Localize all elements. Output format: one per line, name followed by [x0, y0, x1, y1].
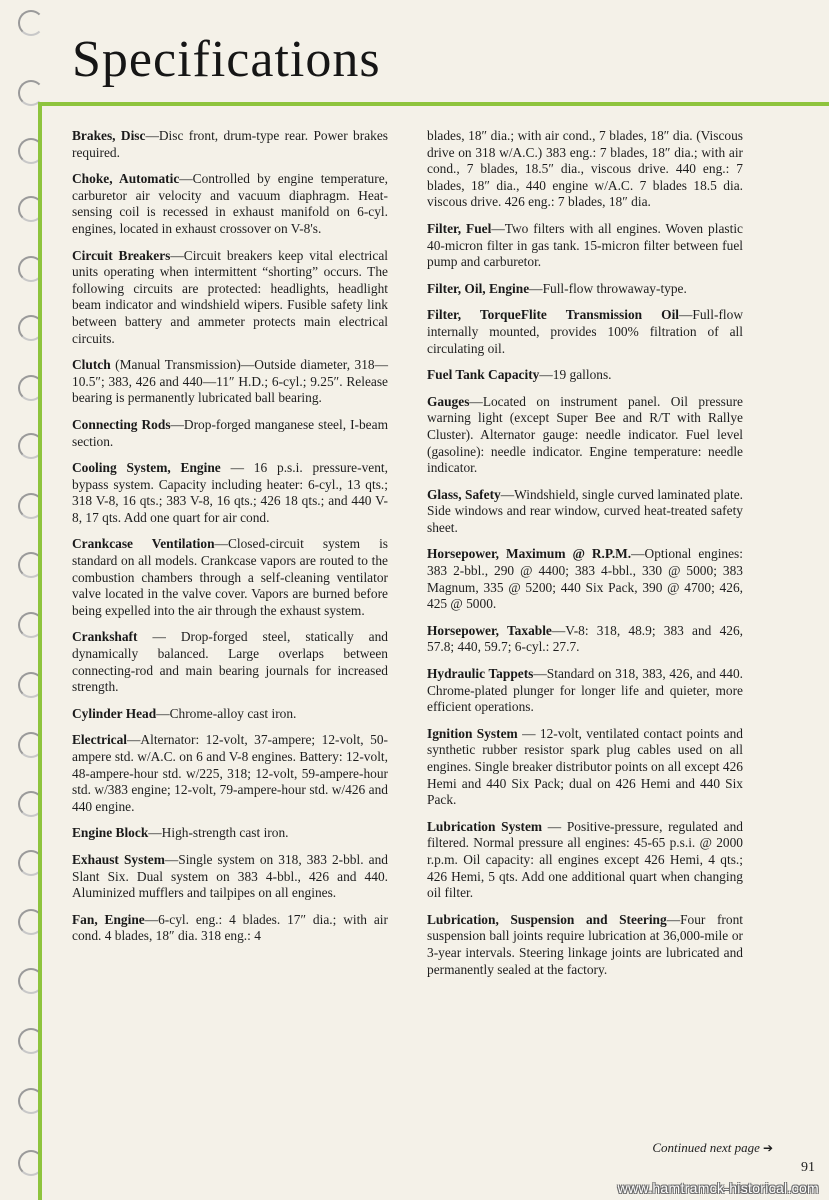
spec-term: Crankcase Ventilation [72, 536, 215, 552]
spec-text: blades, 18″ dia.; with air cond., 7 blades, 18″ dia. (Viscous drive on 318 w/A.C.) 383 eng.: 7 blades, 18″ dia.; with air cond., 7 blades, 18.5″ dia., viscous drive. 440 eng.: 7 blades, 18″ dia., 440 engine w/A.C. 7 blades 18.5 dia. viscous drive. 426 eng.: 7 blades, 18″ dia. [427, 128, 743, 210]
spec-entry [427, 726, 743, 809]
spec-term: Choke, Automatic [72, 171, 180, 187]
spec-text: — 16 p.s.i. pressure-vent, bypass system. Capacity including heater: 6-cyl., 13 qts.; 318 V-8, 16 qts.; 383 V-8, 16 qts.; 426 18 qts.; and 440 V-8, 17 qts. Add one quart for air cond. [72, 460, 388, 525]
spec-entry [427, 487, 743, 537]
spec-term: Connecting Rods [72, 416, 171, 432]
spec-term: Ignition System [427, 725, 518, 741]
spec-entry [427, 367, 743, 384]
arrow-right-icon: ➔ [762, 1141, 773, 1155]
spec-entry [72, 852, 388, 902]
spec-entry [427, 666, 743, 716]
side-rule [38, 102, 42, 1200]
spec-entry [427, 819, 743, 902]
spec-text: — Drop-forged steel, statically and dynamically balanced. Large overlaps between connecting-rod and main bearing journals for increased strength. [72, 629, 388, 695]
spec-text: —Alternator: 12-volt, 37-ampere; 12-volt, 50-ampere std. w/A.C. on 6 and V-8 engines. Battery: 12-volt, 48-ampere-hour std. w/225, 318; 12-volt, 59-ampere-hour std. w/383 engine; 12-volt, 79-ampere-hour std. w/426 and 440 engine. [72, 732, 388, 814]
left-column [72, 128, 388, 955]
spec-text: —Located on instrument panel. Oil pressure warning light (except Super Bee and R/T with Rallye Cluster). Alternator gauge: needle indicator. Fuel level (gasoline): needle indicator. Engine temperature: needle indicator. [427, 393, 743, 476]
spec-text: —Optional engines: 383 2-bbl., 290 @ 4400; 383 4-bbl., 330 @ 5000; 383 Magnum, 335 @ 5200; 440 Six Pack, 390 @ 4700; 426, 425 @ 5000. [427, 546, 743, 612]
spec-term: Crankshaft [72, 629, 138, 645]
spec-text: —Standard on 318, 383, 426, and 440. Chrome-plated plunger for longer life and quieter, more efficient operations. [427, 666, 743, 715]
spec-text: —Four front suspension ball joints require lubrication at 36,000-mile or 3-year intervals. Steering linkage joints are lubricated and permanently sealed at the factory. [427, 911, 743, 977]
spec-term: Fan, Engine [72, 911, 145, 927]
spec-term: Horsepower, Taxable [427, 622, 552, 638]
spec-entry [72, 357, 388, 407]
watermark: www.hamtramck-historical.com [617, 1180, 819, 1196]
spec-entry [427, 623, 743, 656]
spec-entry [72, 732, 388, 815]
spec-text: (Manual Transmission)—Outside diameter, 318—10.5″; 383, 426 and 440—11″ H.D.; 6-cyl.; 9.25″. Release bearing is permanently lubricated ball bearing. [72, 357, 388, 406]
spec-entry [72, 128, 388, 161]
spec-text: —V-8: 318, 48.9; 383 and 426, 57.8; 440, 59.7; 6-cyl.: 27.7. [427, 622, 744, 655]
spec-entry [72, 706, 388, 723]
spec-entry [427, 307, 743, 357]
spec-entry [427, 546, 743, 612]
spec-entry [72, 248, 388, 348]
spec-text: — Positive-pressure, regulated and filtered. Normal pressure all engines: 45-65 p.s.i. @ 2000 r.p.m. Oil capacity: all engines except 426 Hemi, 4 qts.; 426 Hemi, 5 qts. Add one additional quart when changing oil filter. [427, 818, 743, 901]
spec-entry [427, 128, 743, 211]
right-column [427, 128, 743, 988]
spec-term: Brakes, Disc [72, 128, 146, 143]
spec-term: Circuit Breakers [72, 247, 171, 263]
page-number: 91 [801, 1160, 815, 1175]
spec-text: —Single system on 318, 383 2-bbl. and Slant Six. Dual system on 383 4-bbl., 426 and 440. Aluminized mufflers and tailpipes on all engines. [72, 851, 388, 901]
spec-text: —19 gallons. [539, 367, 612, 383]
spec-entry [427, 221, 743, 271]
spec-text: — 12-volt, ventilated contact points and synthetic rubber resistor spark plug cables used on all engines. Single breaker distributor points on all except 426 Hemi and 440 Six Pack; dual on 426 Hemi and 440 Six Pack. [427, 725, 743, 808]
spec-text: —Circuit breakers keep vital electrical units operating when intermittent “shorting” occurs. The following circuits are protected: headlights, headlight beam indicator and windshield wipers. Fusible safety link between battery and ammeter protects main electrical circuits. [72, 247, 388, 346]
spec-term: Lubrication, Suspension and Steering [427, 911, 667, 927]
spec-text: —Disc front, drum-type rear. Power brakes required. [72, 128, 388, 160]
spec-term: Exhaust System [72, 851, 165, 867]
spec-term: Engine Block [72, 825, 149, 841]
spec-term: Fuel Tank Capacity [427, 367, 540, 383]
spec-entry [427, 394, 743, 477]
spec-term: Horsepower, Maximum @ R.P.M. [427, 546, 632, 562]
spec-text: —High-strength cast iron. [148, 825, 289, 841]
spec-term: Gauges [427, 393, 470, 409]
spec-entry [72, 536, 388, 619]
spec-text: —Two filters with all engines. Woven plastic 40-micron filter in gas tank. 15-micron filter between fuel pump and carburetor. [427, 220, 743, 270]
spec-entry [72, 825, 388, 842]
spec-term: Cooling System, Engine [72, 460, 221, 476]
spec-entry [427, 912, 743, 978]
spec-term: Filter, Oil, Engine [427, 280, 530, 296]
spec-term: Filter, Fuel [427, 220, 492, 236]
spec-text: —Full-flow throwaway-type. [529, 280, 687, 296]
spec-entry [72, 460, 388, 526]
continued-label: Continued next page [652, 1140, 760, 1155]
spec-text: —Full-flow internally mounted, provides 100% filtration of all circulating oil. [427, 307, 743, 356]
spec-term: Hydraulic Tappets [427, 666, 534, 682]
spec-entry [72, 417, 388, 450]
spec-entry [427, 281, 743, 298]
header-rule [38, 102, 829, 106]
spec-entry [72, 912, 388, 945]
spec-term: Clutch [72, 357, 111, 373]
spec-text: —6-cyl. eng.: 4 blades. 17″ dia.; with air cond. 4 blades, 18″ dia. 318 eng.: 4 [72, 911, 388, 944]
spec-text: —Windshield, single curved laminated plate. Side windows and rear window, curved heat-treated safety sheet. [427, 486, 743, 535]
page-title: Specifications [72, 31, 381, 88]
spec-term: Electrical [72, 732, 128, 748]
spec-text: —Controlled by engine temperature, carburetor air velocity and vacuum diaphragm. Heat-sensing coil is recessed in exhaust manifold on 6-cyl. engines, located in exhaust crossover on V-8's. [72, 171, 388, 236]
spec-text: —Chrome-alloy cast iron. [156, 705, 297, 721]
spec-term: Cylinder Head [72, 705, 157, 721]
binder-hole-icon [18, 10, 44, 36]
continued-note [652, 1140, 773, 1156]
spec-term: Lubrication System [427, 818, 543, 834]
spec-entry [72, 629, 388, 695]
spec-term: Glass, Safety [427, 486, 501, 502]
spec-entry [72, 171, 388, 237]
spec-text: —Drop-forged manganese steel, I-beam section. [72, 416, 388, 449]
spec-term: Filter, TorqueFlite Transmission Oil [427, 307, 680, 323]
spec-text: —Closed-circuit system is standard on all models. Crankcase vapors are routed to the combustion chambers through a self-cleaning ventilator valve located in the valve cover. Vapors are burned before being expelled into the air through the exhaust system. [72, 536, 388, 618]
